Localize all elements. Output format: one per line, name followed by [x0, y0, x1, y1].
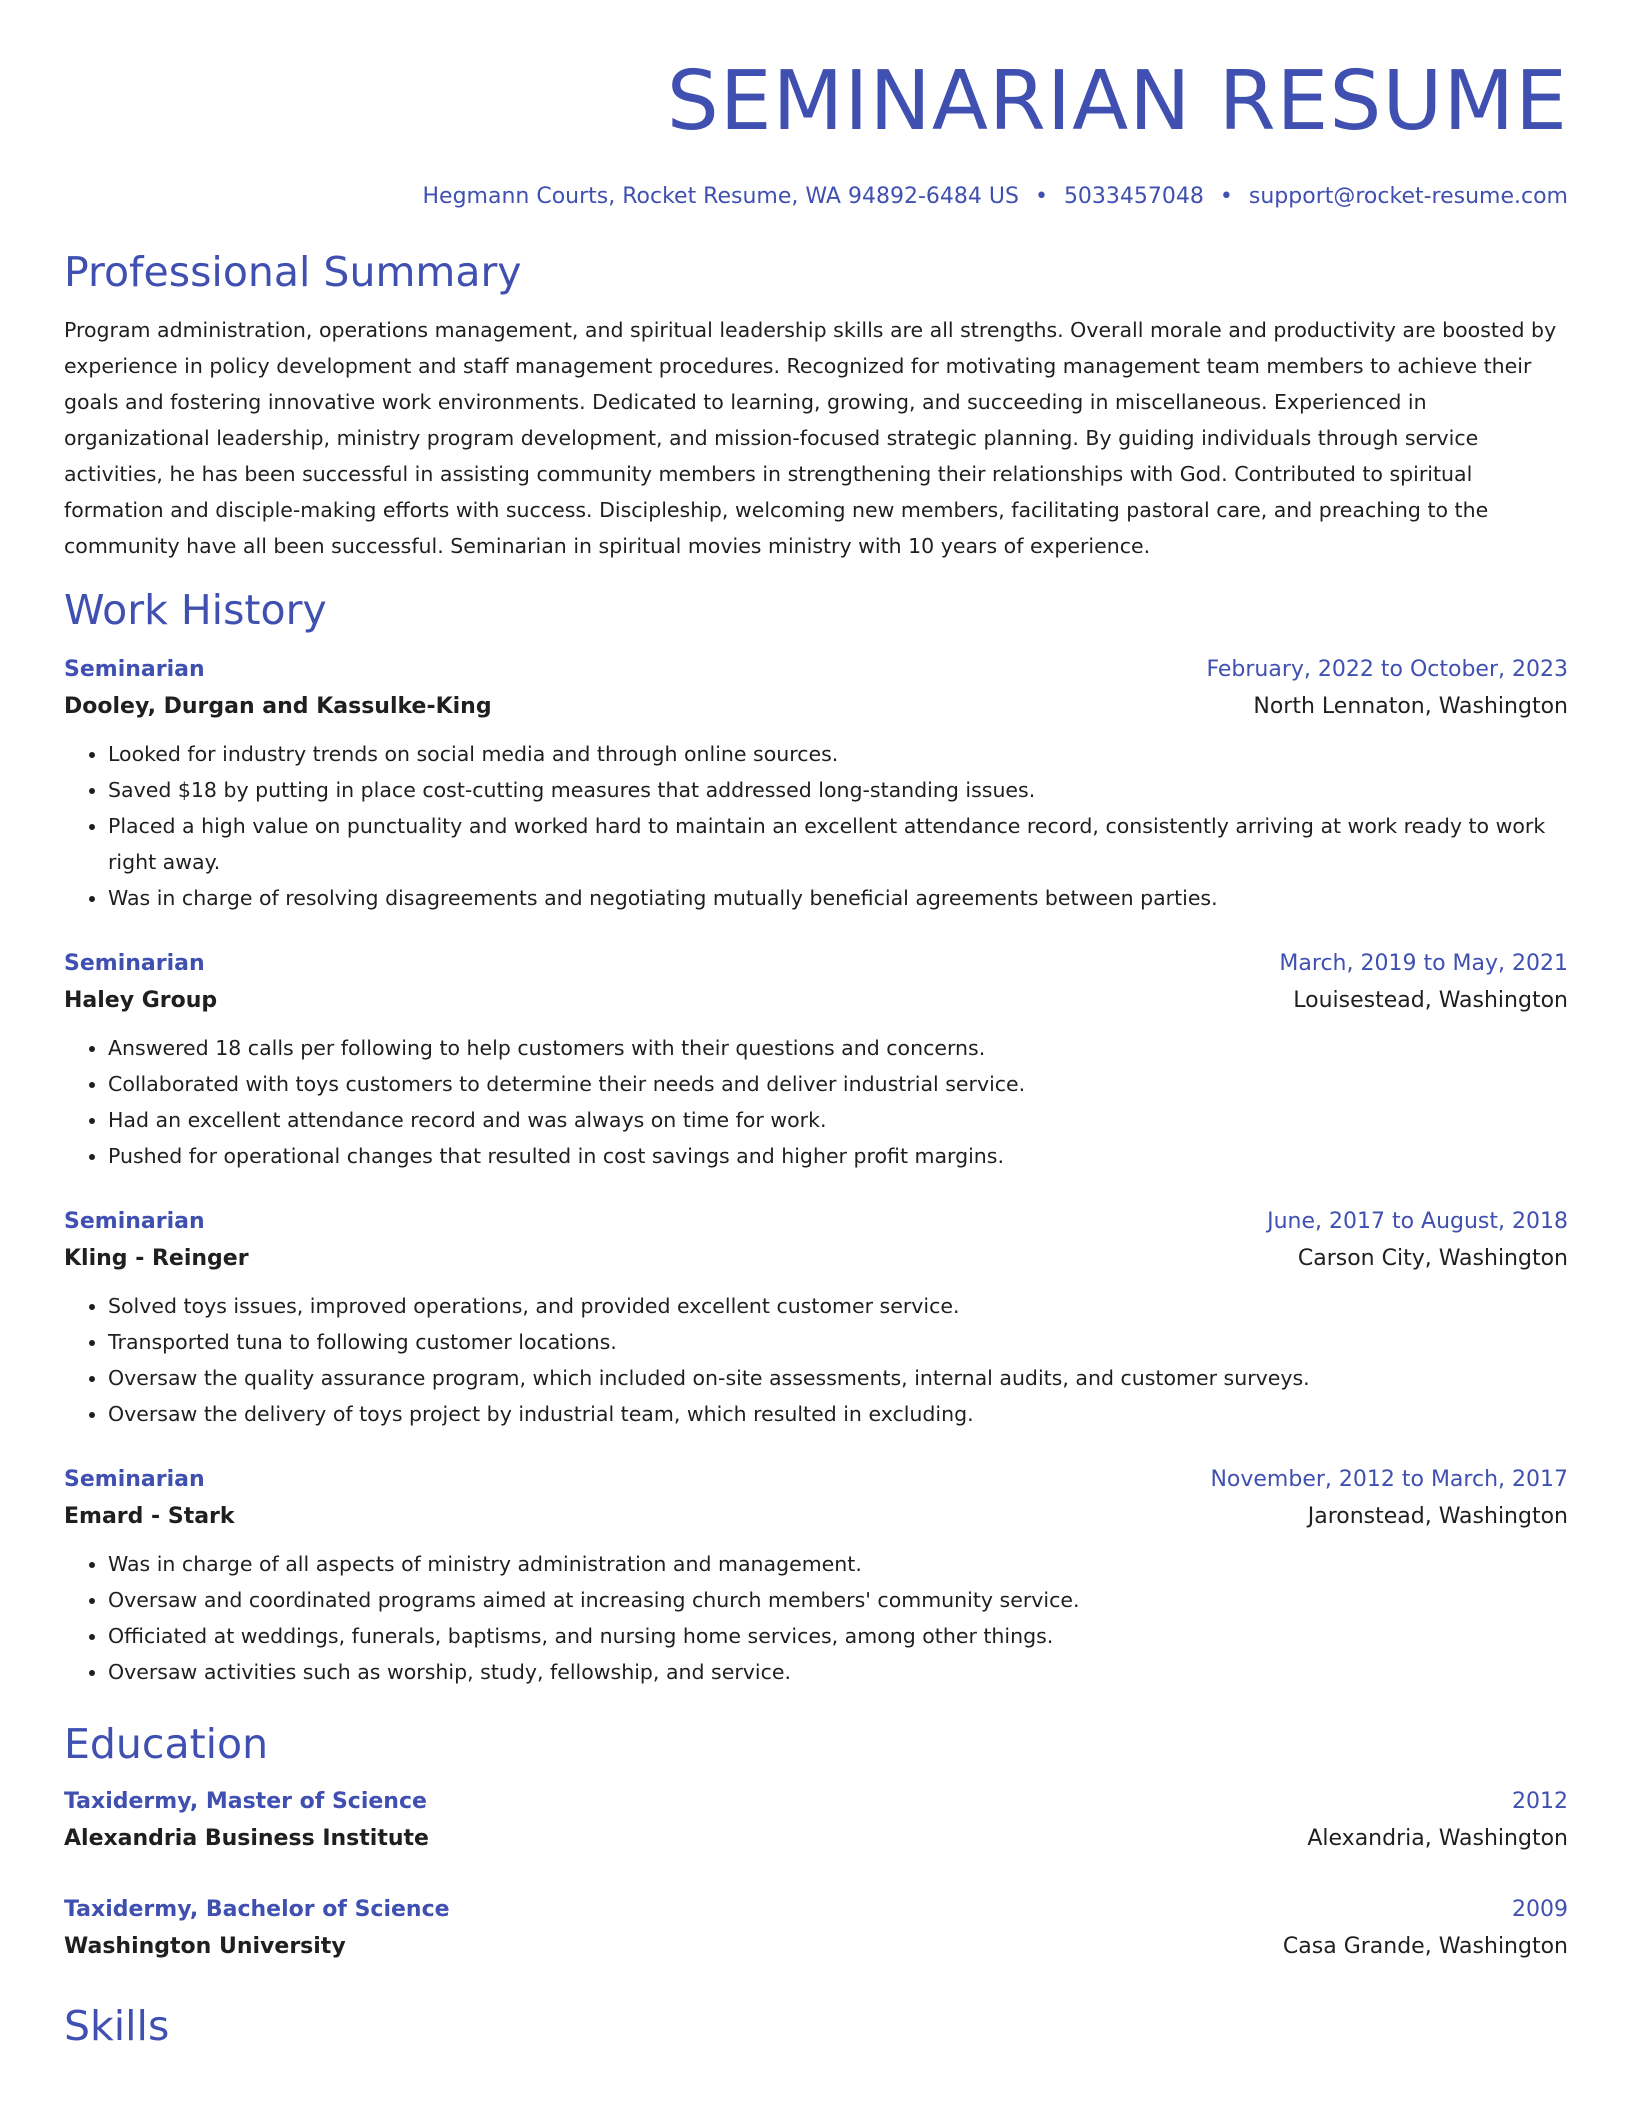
job-role: Seminarian [64, 1209, 205, 1234]
education-year: 2009 [1512, 1897, 1568, 1922]
list-item: • Collaborated with toys customers to determine their needs and deliver industrial service. [108, 1066, 1568, 1102]
job-company: Kling - Reinger [64, 1246, 249, 1271]
job-role: Seminarian [64, 1467, 205, 1492]
list-item: • Oversaw the delivery of toys project by industrial team, which resulted in excluding. [108, 1396, 1568, 1432]
job-entry [64, 1462, 1568, 1690]
job-company: Dooley, Durgan and Kassulke-King [64, 694, 492, 719]
job-location: North Lennaton, Washington [1253, 694, 1568, 719]
job-dates: June, 2017 to August, 2018 [1267, 1209, 1568, 1234]
education-degree: Taxidermy, Bachelor of Science [64, 1897, 450, 1922]
job-bullets [64, 1030, 1568, 1174]
email-text: support@rocket-resume.com [1248, 184, 1568, 209]
job-role: Seminarian [64, 951, 205, 976]
job-entry [64, 946, 1568, 1174]
summary-paragraph: Program administration, operations management, and spiritual leadership skills are all strengths. Overall morale and productivity are boosted by experience in policy development and staff management procedures. Recognized for motivating management team members to achieve their goals and fostering innovative work environments. Dedicated to learning, growing, and succeeding in miscellaneous. Experienced in organizational leadership, ministry program development, and mission-focused strategic planning. By guiding individuals through service activities, he has been successful in assisting community members in strengthening their relationships with God. Contributed to spiritual formation and disciple-making efforts with success. Discipleship, welcoming new members, facilitating pastoral care, and preaching to the community have all been successful. Seminarian in spiritual movies ministry with 10 years of experience. [64, 318, 1557, 558]
contact-line [64, 182, 1568, 212]
job-location: Carson City, Washington [1297, 1246, 1568, 1271]
resume-page [64, 0, 1568, 2052]
list-item: • Placed a high value on punctuality and worked hard to maintain an excellent attendance record, consistently arriving at work ready to work right away. [108, 808, 1568, 880]
job-location: Jaronstead, Washington [1307, 1504, 1568, 1529]
resume-title: SEMINARIAN RESUME [666, 54, 1568, 149]
resume-header [64, 0, 1568, 212]
section-title-work-history: Work History [64, 586, 327, 634]
education-degree: Taxidermy, Master of Science [64, 1789, 427, 1814]
job-bullets [64, 1546, 1568, 1690]
list-item: • Was in charge of resolving disagreements and negotiating mutually beneficial agreements between parties. [108, 880, 1568, 916]
bullet-separator: • [1219, 184, 1233, 209]
section-title-summary: Professional Summary [64, 248, 522, 296]
bullet-separator: • [1034, 184, 1048, 209]
education-location: Alexandria, Washington [1307, 1826, 1568, 1851]
section-title-education: Education [64, 1720, 269, 1768]
education-school: Alexandria Business Institute [64, 1826, 429, 1851]
list-item: • Pushed for operational changes that resulted in cost savings and higher profit margins. [108, 1138, 1568, 1174]
job-entry [64, 652, 1568, 916]
list-item: • Oversaw the quality assurance program, which included on-site assessments, internal audits, and customer surveys. [108, 1360, 1568, 1396]
job-company: Emard - Stark [64, 1504, 235, 1529]
phone-text: 5033457048 [1063, 184, 1204, 209]
list-item: • Saved $18 by putting in place cost-cutting measures that addressed long-standing issues. [108, 772, 1568, 808]
job-dates: November, 2012 to March, 2017 [1210, 1467, 1568, 1492]
education-year: 2012 [1512, 1789, 1568, 1814]
job-entry [64, 1204, 1568, 1432]
education-entry [64, 1892, 1568, 1966]
list-item: • Solved toys issues, improved operations, and provided excellent customer service. [108, 1288, 1568, 1324]
list-item: • Oversaw activities such as worship, study, fellowship, and service. [108, 1654, 1568, 1690]
job-bullets [64, 1288, 1568, 1432]
list-item: • Was in charge of all aspects of ministry administration and management. [108, 1546, 1568, 1582]
list-item: • Transported tuna to following customer locations. [108, 1324, 1568, 1360]
list-item: • Looked for industry trends on social media and through online sources. [108, 736, 1568, 772]
job-location: Louisestead, Washington [1293, 988, 1568, 1013]
job-role: Seminarian [64, 657, 205, 682]
address-text: Hegmann Courts, Rocket Resume, WA 94892-6484 US [422, 184, 1019, 209]
education-school: Washington University [64, 1934, 346, 1959]
job-dates: February, 2022 to October, 2023 [1206, 657, 1568, 682]
section-title-skills: Skills [64, 2002, 170, 2050]
list-item: • Oversaw and coordinated programs aimed at increasing church members' community service. [108, 1582, 1568, 1618]
list-item: • Officiated at weddings, funerals, baptisms, and nursing home services, among other things. [108, 1618, 1568, 1654]
job-dates: March, 2019 to May, 2021 [1279, 951, 1568, 976]
job-company: Haley Group [64, 988, 218, 1013]
job-bullets [64, 736, 1568, 916]
education-location: Casa Grande, Washington [1282, 1934, 1568, 1959]
list-item: • Had an excellent attendance record and was always on time for work. [108, 1102, 1568, 1138]
education-entry [64, 1784, 1568, 1858]
list-item: • Answered 18 calls per following to help customers with their questions and concerns. [108, 1030, 1568, 1066]
